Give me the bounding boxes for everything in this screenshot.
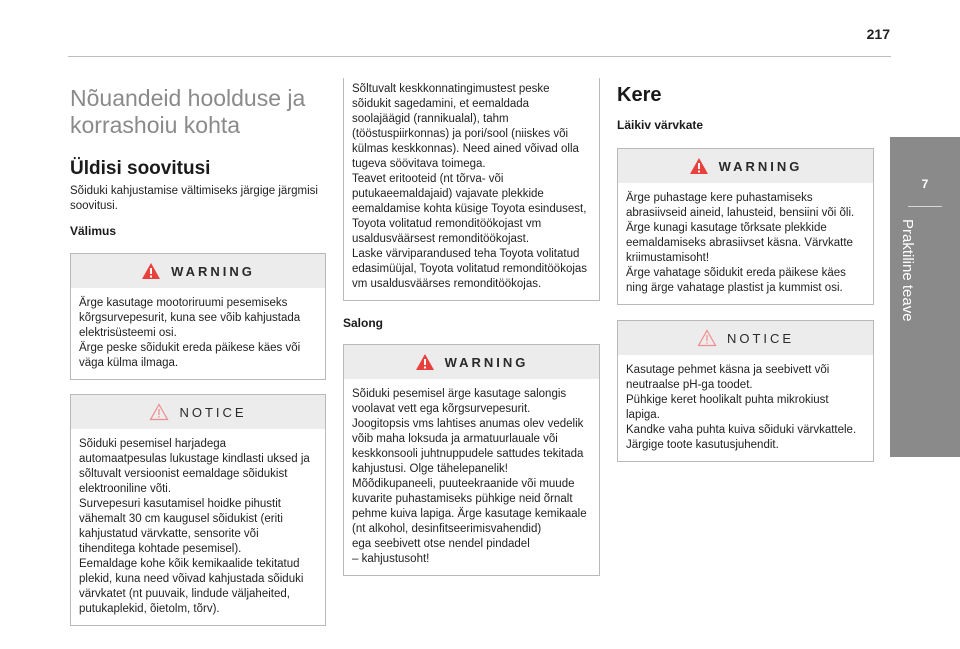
warning-box bbox=[617, 148, 874, 305]
section-title-line: korrashoiu kohta bbox=[70, 112, 241, 138]
notice-box bbox=[70, 394, 326, 626]
chapter-number: 7 bbox=[921, 177, 929, 191]
text-line: Kandke vaha puhta kuiva sõiduki värvkattele. bbox=[626, 424, 857, 436]
text-line: Survepesuri kasutamisel hoidke pihustit bbox=[79, 498, 281, 510]
column-3 bbox=[617, 72, 874, 462]
text-line: Teavet eritooteid (nt tõrva- või bbox=[352, 173, 504, 185]
text-line: putukaeemaldajaid) vajavate plekkide bbox=[352, 188, 544, 200]
continued-text bbox=[344, 78, 599, 300]
text-line: keskkonsooli juhtnuppudele sattudes tekitada bbox=[352, 448, 584, 460]
text-line: ning ärge vahatage plastist ja kummist osi. bbox=[626, 282, 843, 294]
text-line: sõltuvalt versioonist eemaldage sõidukist bbox=[79, 468, 288, 480]
text-line: edasimüüjal, Toyota volitatud remonditöökojas bbox=[352, 263, 588, 275]
notice-text bbox=[71, 429, 325, 625]
text-line: tihenditega kohtade pesemisel). bbox=[79, 543, 242, 555]
warning-header bbox=[618, 149, 873, 183]
warning-box bbox=[343, 344, 600, 576]
text-line: Ärge vahatage sõidukit ereda päikese käes bbox=[626, 267, 846, 279]
text-line: vähemalt 30 cm kaugusel sõidukist (eriti bbox=[79, 513, 283, 525]
text-line: vm usaldusväärses remonditöökojas. bbox=[352, 278, 542, 290]
notice-box bbox=[617, 320, 874, 462]
notice-header bbox=[71, 395, 325, 429]
text-line: Ärge puhastage kere puhastamiseks bbox=[626, 192, 813, 204]
text-line: Sõiduki pesemisel ärge kasutage salongis bbox=[352, 388, 567, 400]
text-line: usaldusväärsest remonditöökojast. bbox=[352, 233, 530, 245]
notice-triangle-icon bbox=[697, 329, 717, 347]
warning-text bbox=[344, 379, 599, 575]
general-heading: Üldisi soovitusi bbox=[70, 158, 211, 179]
text-line: pehme kuiva lapiga. Ärge kasutage kemikaale bbox=[352, 508, 587, 520]
text-line: Sõltuvalt keskkonnatingimustest peske bbox=[352, 83, 550, 95]
text-line: automaatpesulas lukustage kindlasti uksed ja bbox=[79, 453, 310, 465]
text-line: abrasiivseid aineid, lahusteid, bensiini või õli. bbox=[626, 207, 855, 219]
warning-triangle-icon bbox=[141, 262, 161, 280]
body-heading: Kere bbox=[617, 84, 662, 106]
text-line: ega seebivett otse nendel pindadel bbox=[352, 538, 530, 550]
text-line: voolavat vett ega kõrgsurvepesurit. bbox=[352, 403, 531, 415]
text-line: külmas keskkonnas). Need ained võivad olla bbox=[352, 143, 579, 155]
text-line: elektrisüsteemi osi. bbox=[79, 327, 177, 339]
column-2 bbox=[343, 78, 600, 576]
text-line: võib maha loksuda ja armatuurlauale või bbox=[352, 433, 558, 445]
text-line: Ärge kasutage mootoriruumi pesemiseks bbox=[79, 297, 288, 309]
warning-label: WARNING bbox=[171, 263, 255, 279]
text-line: eemaldamise kohta küsige Toyota esindusest, bbox=[352, 203, 587, 215]
text-line: kahjustatud värvkatte, sensorite või bbox=[79, 528, 259, 540]
text-line: Sõiduki pesemisel harjadega bbox=[79, 438, 227, 450]
text-line: – kahjustusoht! bbox=[352, 553, 430, 565]
section-title bbox=[70, 85, 326, 139]
text-line: Järgige toote kasutusjuhendit. bbox=[626, 439, 779, 451]
warning-triangle-icon bbox=[415, 353, 435, 371]
text-line: Ärge kunagi kasutage tõrksate plekkide bbox=[626, 222, 827, 234]
warning-label: WARNING bbox=[718, 158, 803, 174]
text-line: eemaldamiseks abrasiivset käsna. Värvkatte bbox=[626, 237, 853, 249]
warning-header bbox=[344, 345, 599, 379]
text-line: kõrgsurvepesurit, kuna see võib kahjustada bbox=[79, 312, 301, 324]
chapter-tab[interactable] bbox=[890, 137, 960, 457]
interior-heading: Salong bbox=[343, 316, 384, 330]
text-line: värvkatet (nt puuvaik, lindude väljaheited, bbox=[79, 588, 290, 600]
column-1 bbox=[70, 72, 326, 626]
notice-triangle-icon bbox=[149, 403, 169, 421]
text-line: Joogitopsis vms lahtises anumas olev vedelik bbox=[352, 418, 584, 430]
section-title-line: Nõuandeid hoolduse ja bbox=[70, 85, 306, 111]
text-line: elektrooniline võti. bbox=[79, 483, 172, 495]
text-line: (nt alkohol, desinfitseerimisvahendid) bbox=[352, 523, 542, 535]
text-line: sõidukit sagedamini, et eemaldada bbox=[352, 98, 530, 110]
chapter-tab-divider bbox=[908, 206, 942, 207]
general-text bbox=[70, 184, 326, 214]
text-line: neutraalse pH-ga toodet. bbox=[626, 379, 753, 391]
text-line: Kasutage pehmet käsna ja seebivett või bbox=[626, 364, 830, 376]
warning-text bbox=[618, 183, 873, 304]
continued-box bbox=[343, 78, 600, 301]
warning-text bbox=[71, 288, 325, 379]
chapter-label: Praktiline teave bbox=[899, 219, 916, 322]
text-line: putukaplekid, õietolm, tõrv). bbox=[79, 603, 220, 615]
notice-header bbox=[618, 321, 873, 355]
text-line: (tööstuspiirkonnas) ja pori/sool (niiskes või bbox=[352, 128, 569, 140]
text-line: tugeva söövitava toimega. bbox=[352, 158, 486, 170]
text-line: Toyota volitatud remonditöökojast vm bbox=[352, 218, 542, 230]
text-line: Eemaldage kohe kõik kemikaalide tekitatud bbox=[79, 558, 300, 570]
exterior-heading: Välimus bbox=[70, 224, 117, 238]
header-rule bbox=[68, 56, 891, 57]
warning-triangle-icon bbox=[689, 157, 709, 175]
notice-label: NOTICE bbox=[179, 404, 247, 420]
text-line: kriimustamisoht! bbox=[626, 252, 710, 264]
page-number: 217 bbox=[866, 26, 890, 42]
text-line: Sõiduki kahjustamise vältimiseks järgige järgmisi bbox=[70, 185, 318, 197]
text-line: lapiga. bbox=[626, 409, 660, 421]
text-line: kuvarite puhastamiseks pühkige neid õrnalt bbox=[352, 493, 573, 505]
text-line: soovitusi. bbox=[70, 200, 118, 212]
warning-label: WARNING bbox=[444, 354, 529, 370]
glossy-heading: Läikiv värvkate bbox=[617, 118, 704, 132]
text-line: Pühkige keret hoolikalt puhta mikrokiust bbox=[626, 394, 829, 406]
warning-box bbox=[70, 253, 326, 380]
warning-header bbox=[71, 254, 325, 288]
text-line: Laske värviparandused teha Toyota volitatud bbox=[352, 248, 580, 260]
text-line: väga külma ilmaga. bbox=[79, 357, 179, 369]
notice-text bbox=[618, 355, 873, 461]
text-line: plekid, kuna need võivad kahjustada sõiduki bbox=[79, 573, 304, 585]
notice-label: NOTICE bbox=[726, 330, 795, 346]
text-line: Mõõdikupaneeli, puuteekraanide või muude bbox=[352, 478, 575, 490]
text-line: Ärge peske sõidukit ereda päikese käes või bbox=[79, 342, 301, 354]
text-line: soolajäägid (rannikualal), tahm bbox=[352, 113, 509, 125]
text-line: kahjustusi. Olge tähelepanelik! bbox=[352, 463, 508, 475]
